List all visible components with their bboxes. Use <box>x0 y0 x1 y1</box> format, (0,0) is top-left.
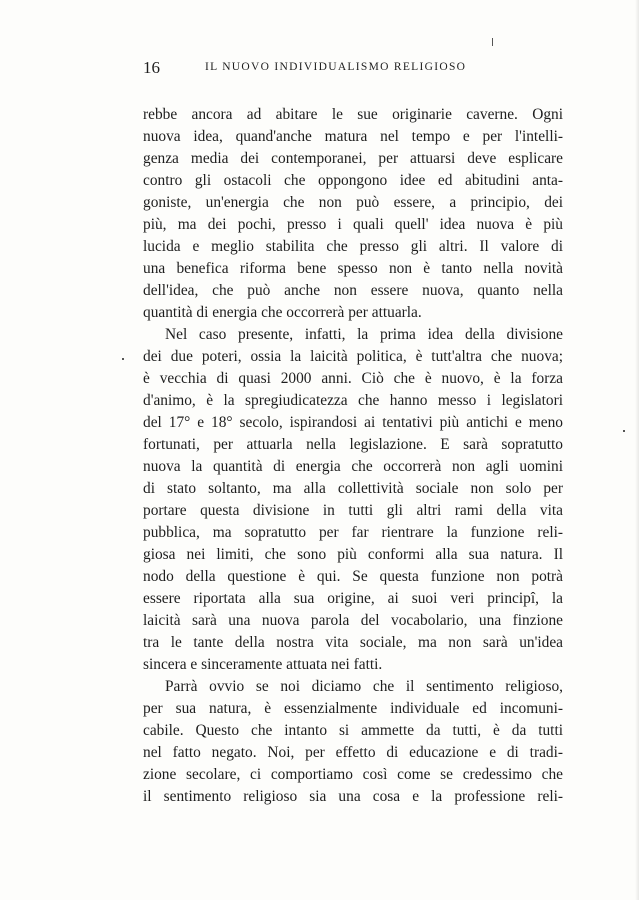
page-header <box>143 58 563 82</box>
text-line: nel fatto negato. Noi, per effetto di educazione e di tradi- <box>143 744 563 761</box>
text-line: rebbe ancora ad abitare le sue originarie caverne. Ogni <box>143 106 563 123</box>
text-line: goniste, un'energia che non può essere, a principio, dei <box>143 194 563 211</box>
text-line: giosa nei limiti, che sono più conformi alla sua natura. Il <box>143 546 563 563</box>
print-speck <box>492 38 493 46</box>
text-line: quantità di energia che occorrerà per attuarla. <box>143 304 422 321</box>
text-line: portare questa divisione in tutti gli altri rami della vita <box>143 502 563 519</box>
text-line: dei due poteri, ossia la laicità politica, è tutt'altra che nuova; <box>143 348 563 365</box>
text-line: di stato soltanto, ma alla collettività sociale non solo per <box>143 480 563 497</box>
text-line: del 17° e 18° secolo, ispirandosi ai tentativi più antichi e meno <box>143 414 563 431</box>
text-line: tra le tante della nostra vita sociale, ma non sarà un'idea <box>143 634 563 651</box>
text-line: cabile. Questo che intanto si ammette da tutti, è da tutti <box>143 722 563 739</box>
body-text <box>143 104 563 808</box>
text-line: il sentimento religioso sia una cosa e la professione reli- <box>143 788 563 805</box>
page-edge-shadow <box>635 0 639 900</box>
text-line: Parrà ovvio se noi diciamo che il sentimento religioso, <box>165 678 563 695</box>
text-line: laicità sarà una nuova parola del vocabolario, una finzione <box>143 612 563 629</box>
text-line: genza media dei contemporanei, per attuarsi deve esplicare <box>143 150 563 167</box>
text-line: essere riportata alla sua origine, ai suoi veri principî, la <box>143 590 563 607</box>
text-line: fortunati, per attuarla nella legislazione. E sarà sopratutto <box>143 436 563 453</box>
print-speck <box>122 358 124 360</box>
text-line: lucida e meglio stabilita che presso gli altri. Il valore di <box>143 238 563 255</box>
text-line: nuova idea, quand'anche matura nel tempo e per l'intelli- <box>143 128 563 145</box>
text-line: dell'idea, che può anche non essere nuova, quanto nella <box>143 282 563 299</box>
text-line: una benefica riforma bene spesso non è tanto nella novità <box>143 260 563 277</box>
text-line: nodo della questione è qui. Se questa funzione non potrà <box>143 568 563 585</box>
text-line: contro gli ostacoli che oppongono idee ed abitudini anta- <box>143 172 563 189</box>
text-line: più, ma dei pochi, presso i quali quell' idea nuova è più <box>143 216 563 233</box>
page-number: 16 <box>143 58 160 77</box>
text-line: pubblica, ma sopratutto per far rientrare la funzione reli- <box>143 524 563 541</box>
text-line: sincera e sinceramente attuata nei fatti. <box>143 656 383 673</box>
text-line: d'animo, è la spregiudicatezza che hanno messo i legislatori <box>143 392 563 409</box>
text-line: zione secolare, ci comportiamo così come se credessimo che <box>143 766 563 783</box>
text-line: Nel caso presente, infatti, la prima idea della divisione <box>165 326 563 343</box>
text-line: nuova la quantità di energia che occorrerà non agli uomini <box>143 458 563 475</box>
running-head: IL NUOVO INDIVIDUALISMO RELIGIOSO <box>205 61 467 73</box>
text-line: è vecchia di quasi 2000 anni. Ciò che è nuovo, è la forza <box>143 370 563 387</box>
text-line: per sua natura, è essenzialmente individuale ed incomuni- <box>143 700 563 717</box>
print-speck <box>623 430 625 432</box>
